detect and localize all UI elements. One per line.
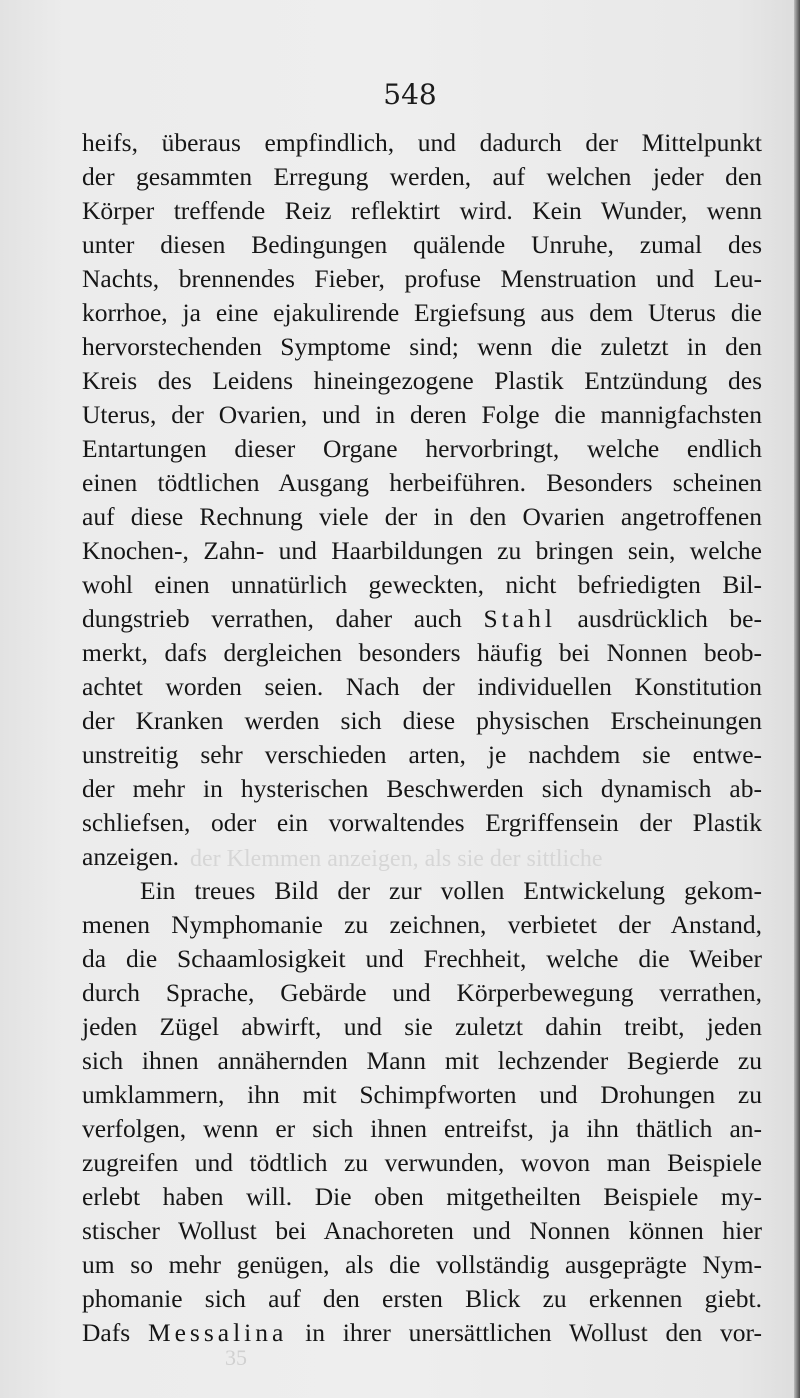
text-line: durch Sprache, Gebärde und Körperbewegung verrathen, (82, 978, 762, 1007)
text-line-messalina (82, 1316, 762, 1350)
text-line: Kreis des Leidens hineingezogene Plastik Entzündung des (82, 366, 762, 395)
text-line: einen tödtlichen Ausgang herbeiführen. Besonders scheinen (82, 468, 762, 497)
text-line: der gesammten Erregung werden, auf welchen jeder den (82, 162, 762, 191)
text-line: korrhoe, ja eine ejakulirende Ergiefsung aus dem Uterus die (82, 298, 762, 327)
text-segment: dungstrieb verrathen, daher auch (82, 604, 462, 633)
text-line: Knochen-, Zahn- und Haarbildungen zu bringen sein, welche (82, 536, 762, 565)
text-line: achtet worden seien. Nach der individuellen Konstitution (82, 672, 762, 701)
page-edge-shadow (794, 0, 800, 1398)
text-line: menen Nymphomanie zu zeichnen, verbietet der Anstand, (82, 910, 762, 939)
text-line: jeden Zügel abwirft, und sie zuletzt dahin treibt, jeden (82, 1012, 762, 1041)
text-segment: Dafs (82, 1318, 131, 1347)
bleed-through-number: 35 (225, 1345, 247, 1370)
text-line: phomanie sich auf den ersten Blick zu erkennen giebt. (82, 1284, 762, 1313)
text-line-stahl (82, 602, 762, 636)
paragraph-end-line: anzeigen. (82, 842, 179, 871)
text-line: unter diesen Bedingungen quälende Unruhe, zumal des (82, 230, 762, 259)
paragraph-start-line: Ein treues Bild der zur vollen Entwickelung gekom- (140, 876, 762, 905)
text-line: verfolgen, wenn er sich ihnen entreifst, ja ihn thätlich an- (82, 1114, 762, 1143)
text-line: erlebt haben will. Die oben mitgetheilten Beispiele my- (82, 1182, 762, 1211)
text-segment: ausdrücklich be- (577, 604, 762, 633)
text-line: da die Schaamlosigkeit und Frechheit, welche die Weiber (82, 944, 762, 973)
text-line: sich ihnen annähernden Mann mit lechzender Begierde zu (82, 1046, 762, 1075)
text-line: hervorstechenden Symptome sind; wenn die zuletzt in den (82, 332, 762, 361)
author-name-stahl: Stahl (483, 604, 556, 633)
text-line: stischer Wollust bei Anachoreten und Nonnen können hier (82, 1216, 762, 1245)
text-line: umklammern, ihn mit Schimpfworten und Drohungen zu (82, 1080, 762, 1109)
text-segment: in ihrer unersättlichen Wollust den vor- (305, 1318, 763, 1347)
text-line: wohl einen unnatürlich geweckten, nicht befriedigten Bil- (82, 570, 762, 599)
text-line: heifs, überaus empfindlich, und dadurch der Mittelpunkt (82, 128, 762, 157)
page-number: 548 (383, 78, 437, 111)
body-text (82, 126, 762, 1350)
text-line: schliefsen, oder ein vorwaltendes Ergriffensein der Plastik (82, 808, 762, 837)
text-line: unstreitig sehr verschieden arten, je nachdem sie entwe- (82, 740, 762, 769)
text-line: merkt, dafs dergleichen besonders häufig bei Nonnen beob- (82, 638, 762, 667)
text-line: Nachts, brennendes Fieber, profuse Menstruation und Leu- (82, 264, 762, 293)
text-line: der mehr in hysterischen Beschwerden sich dynamisch ab- (82, 774, 762, 803)
text-line: der Kranken werden sich diese physischen Erscheinungen (82, 706, 762, 735)
text-line: zugreifen und tödtlich zu verwunden, wovon man Beispiele (82, 1148, 762, 1177)
text-line: um so mehr genügen, als die vollständig ausgeprägte Nym- (82, 1250, 762, 1279)
bleed-through-text: der Klemmen anzeigen, als sie der sittliche (190, 846, 603, 872)
text-line: Körper treffende Reiz reflektirt wird. Kein Wunder, wenn (82, 196, 762, 225)
text-line: auf diese Rechnung viele der in den Ovarien angetroffenen (82, 502, 762, 531)
name-messalina: Messalina (147, 1318, 288, 1347)
text-line: Entartungen dieser Organe hervorbringt, welche endlich (82, 434, 762, 463)
text-line: Uterus, der Ovarien, und in deren Folge die mannigfachsten (82, 400, 762, 429)
